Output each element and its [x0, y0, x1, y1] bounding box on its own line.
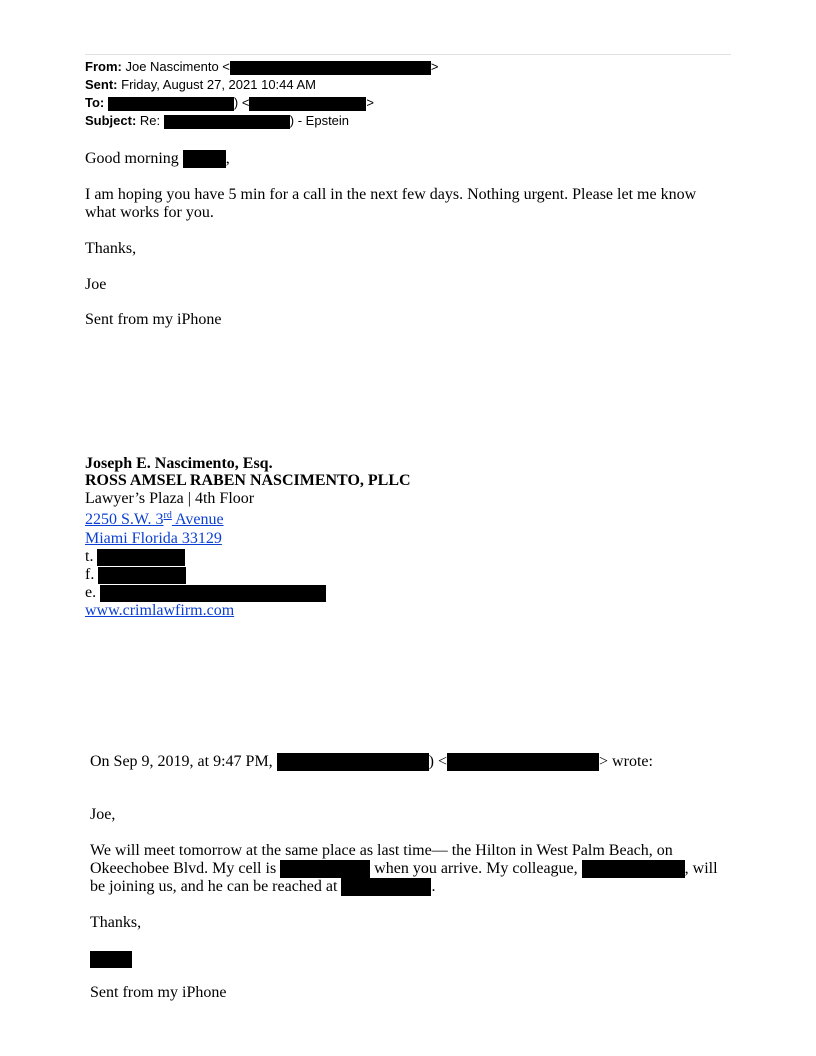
quoted-line-1: We will meet tomorrow at the same place as last time— the Hilton in West Palm Beach, on	[90, 842, 673, 859]
subject-label: Subject:	[85, 113, 137, 128]
signature-firm: ROSS AMSEL RABEN NASCIMENTO, PLLC	[85, 472, 411, 489]
signature-email: e.	[85, 584, 326, 602]
redaction-box	[341, 878, 431, 896]
to-mid: ) <	[233, 95, 250, 110]
sent-from-text: Sent from my iPhone	[85, 311, 222, 328]
to-row	[85, 94, 374, 112]
quoted-intro: On Sep 9, 2019, at 9:47 PM, ) < > wrote:	[90, 753, 653, 770]
from-row	[85, 58, 438, 76]
from-value: Joe Nascimento <	[125, 59, 230, 74]
thanks-text: Thanks,	[85, 240, 137, 257]
redaction-box	[98, 567, 186, 584]
sent-label: Sent:	[85, 77, 118, 92]
sent-row	[85, 76, 316, 94]
redaction-box	[97, 549, 185, 566]
redaction-box	[277, 753, 429, 771]
redaction-box	[164, 115, 290, 129]
signature-tel: t.	[85, 548, 185, 566]
body-line-2: what works for you.	[85, 204, 214, 221]
from-end: >	[430, 59, 439, 74]
quoted-sent-from: Sent from my iPhone	[90, 984, 227, 1001]
quoted-salutation: Joe,	[90, 806, 116, 823]
signature-fax: f.	[85, 566, 186, 584]
quoted-signature	[90, 950, 132, 968]
redaction-box	[249, 97, 366, 111]
signature-building: Lawyer’s Plaza | 4th Floor	[85, 490, 255, 507]
body-line-1: I am hoping you have 5 min for a call in the next few days. Nothing urgent. Please let me know	[85, 186, 697, 203]
signature-city-link[interactable]: Miami Florida 33129	[85, 530, 222, 547]
quoted-line-2: Okeechobee Blvd. My cell is when you arrive. My colleague, , will	[90, 860, 718, 877]
redaction-box	[108, 97, 234, 111]
subject-row	[85, 112, 349, 130]
sender-name: Joe	[85, 276, 107, 293]
sent-value: Friday, August 27, 2021 10:44 AM	[121, 77, 317, 92]
redaction-box	[90, 951, 132, 968]
to-label: To:	[85, 95, 105, 110]
greeting: Good morning ,	[85, 150, 230, 167]
quoted-line-3: be joining us, and he can be reached at .	[90, 878, 436, 895]
subject-suffix: ) - Epstein	[289, 113, 350, 128]
redaction-box	[582, 860, 685, 878]
quoted-thanks: Thanks,	[90, 914, 142, 931]
signature-name: Joseph E. Nascimento, Esq.	[85, 455, 273, 472]
to-end: >	[366, 95, 375, 110]
header-divider	[85, 54, 731, 55]
subject-prefix: Re:	[139, 113, 161, 128]
redaction-box	[447, 753, 599, 771]
redaction-box	[100, 585, 326, 602]
redaction-box	[280, 860, 370, 878]
redaction-box	[230, 61, 431, 75]
signature-website-link[interactable]: www.crimlawfirm.com	[85, 602, 235, 619]
redaction-box	[183, 150, 226, 168]
from-label: From:	[85, 59, 122, 74]
signature-street-link[interactable]: 2250 S.W. 3rd Avenue	[85, 510, 224, 528]
